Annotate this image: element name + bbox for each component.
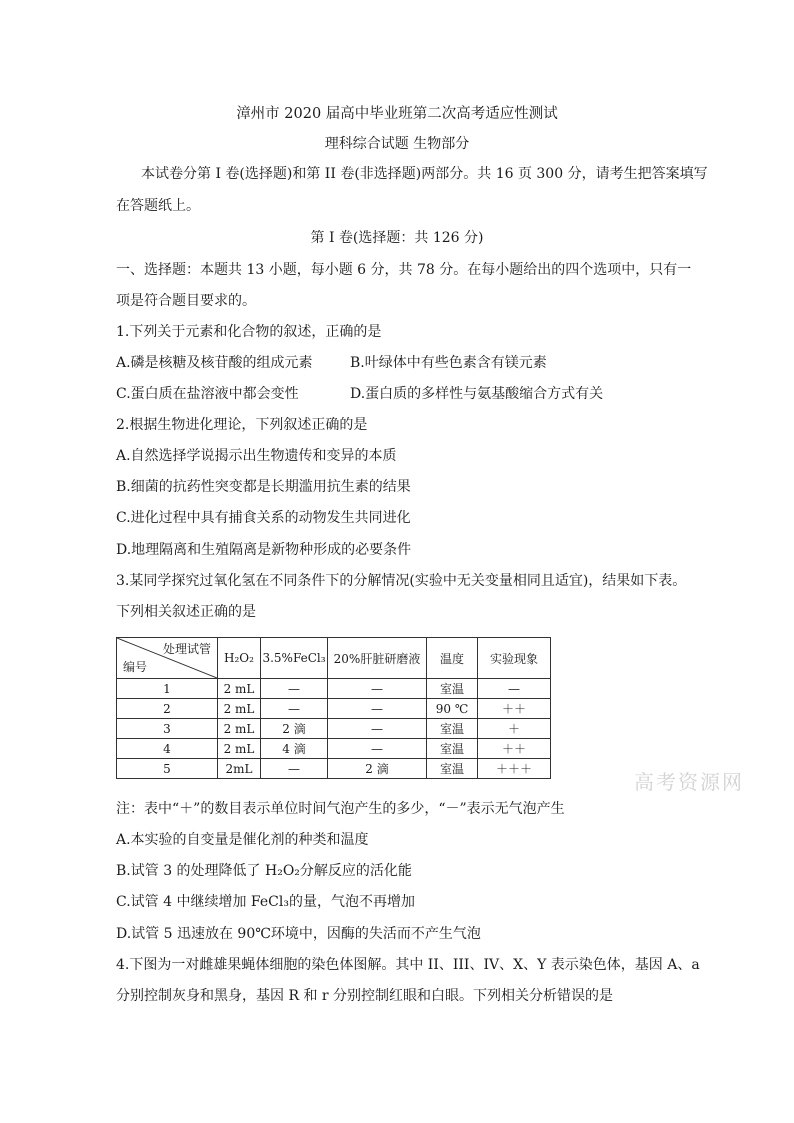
cell-h2o2: 2 mL [218,699,261,719]
cell-liver: — [328,699,427,719]
corner-bottom-label: 编号 [123,660,148,674]
q3-option-d: D.试管 5 迅速放在 90℃环境中，因酶的失活而不产生气泡 [116,926,481,942]
q4-stem-2: 分别控制灰身和黑身，基因 R 和 r 分别控制红眼和白眼。下列相关分析错误的是 [116,988,614,1004]
table-row [117,719,551,739]
cell-temp: 室温 [427,759,478,779]
q1-stem: 1.下列关于元素和化合物的叙述，正确的是 [116,324,382,340]
cell-h2o2: 2 mL [218,719,261,739]
cell-liver: — [328,739,427,759]
table-row [117,759,551,779]
exam-title: 漳州市 2020 届高中毕业班第二次高考适应性测试 [236,106,558,122]
q3-option-c: C.试管 4 中继续增加 FeCl₃的量，气泡不再增加 [116,894,415,910]
q3-option-b: B.试管 3 的处理降低了 H₂O₂分解反应的活化能 [116,863,412,879]
cell-result: ＋ [478,719,551,739]
table-row [117,739,551,759]
header-h2o2: H₂O₂ [218,638,261,679]
cell-h2o2: 2 mL [218,679,261,699]
cell-id: 4 [117,739,218,759]
cell-temp: 90 ℃ [427,699,478,719]
cell-fecl3: 2 滴 [261,719,328,739]
cell-temp: 室温 [427,739,478,759]
q2-stem: 2.根据生物进化理论，下列叙述正确的是 [116,417,368,433]
section-instructions-1: 一、选择题：本题共 13 小题，每小题 6 分，共 78 分。在每小题给出的四个选项中，只有一 [116,262,692,278]
table-row [117,679,551,699]
table-header-row [117,638,551,679]
corner-top-label: 处理试管 [162,642,211,656]
q2-option-c: C.进化过程中具有捕食关系的动物发生共同进化 [116,510,411,526]
q1-option-b: B.叶绿体中有些色素含有镁元素 [350,355,547,371]
header-result: 实验现象 [478,638,551,679]
cell-result: ＋＋ [478,739,551,759]
header-temp: 温度 [427,638,478,679]
cell-liver: — [328,719,427,739]
header-fecl3: 3.5%FeCl₃ [261,638,328,679]
cell-liver: 2 滴 [328,759,427,779]
q3-option-a: A.本实验的自变量是催化剂的种类和温度 [116,832,369,848]
q2-option-a: A.自然选择学说揭示出生物遗传和变异的本质 [116,448,397,464]
cell-result: ＋＋＋ [478,759,551,779]
q4-stem-1: 4.下图为一对雌雄果蝇体细胞的染色体图解。其中 II、III、IV、X、Y 表示染色体，基因 A、a [116,957,700,973]
section-instructions-2: 项是符合题目要求的。 [116,293,256,309]
cell-id: 3 [117,719,218,739]
q1-option-c: C.蛋白质在盐溶液中都会变性 [116,386,299,402]
cell-fecl3: — [261,679,328,699]
q3-stem-2: 下列相关叙述正确的是 [116,604,256,620]
cell-id: 2 [117,699,218,719]
section-heading: 第 I 卷(选择题：共 126 分) [310,230,484,246]
intro-line-1: 本试卷分第 I 卷(选择题)和第 II 卷(非选择题)两部分。共 16 页 300 分，请考生把答案填写 [141,166,708,182]
exam-subtitle: 理科综合试题 生物部分 [324,136,470,152]
cell-id: 1 [117,679,218,699]
cell-fecl3: — [261,699,328,719]
cell-id: 5 [117,759,218,779]
table-corner-cell [117,638,218,679]
cell-result: ＋＋ [478,699,551,719]
table-row [117,699,551,719]
cell-result: — [478,679,551,699]
q3-stem-1: 3.某同学探究过氧化氢在不同条件下的分解情况(实验中无关变量相同且适宜)，结果如下表。 [116,573,687,589]
intro-line-2: 在答题纸上。 [116,198,200,214]
cell-h2o2: 2 mL [218,739,261,759]
q2-option-d: D.地理隔离和生殖隔离是新物种形成的必要条件 [116,542,412,558]
q3-table-note: 注：表中“＋”的数目表示单位时间气泡产生的多少，“－”表示无气泡产生 [116,801,565,817]
experiment-table [116,637,551,779]
header-liver: 20%肝脏研磨液 [328,638,427,679]
cell-temp: 室温 [427,719,478,739]
watermark-text: 高考资源网 [634,770,744,794]
q1-option-a: A.磷是核糖及核苷酸的组成元素 [116,355,313,371]
cell-fecl3: — [261,759,328,779]
q2-option-b: B.细菌的抗药性突变都是长期滥用抗生素的结果 [116,479,411,495]
cell-fecl3: 4 滴 [261,739,328,759]
cell-liver: — [328,679,427,699]
cell-temp: 室温 [427,679,478,699]
q1-option-d: D.蛋白质的多样性与氨基酸缩合方式有关 [350,386,604,402]
cell-h2o2: 2mL [218,759,261,779]
